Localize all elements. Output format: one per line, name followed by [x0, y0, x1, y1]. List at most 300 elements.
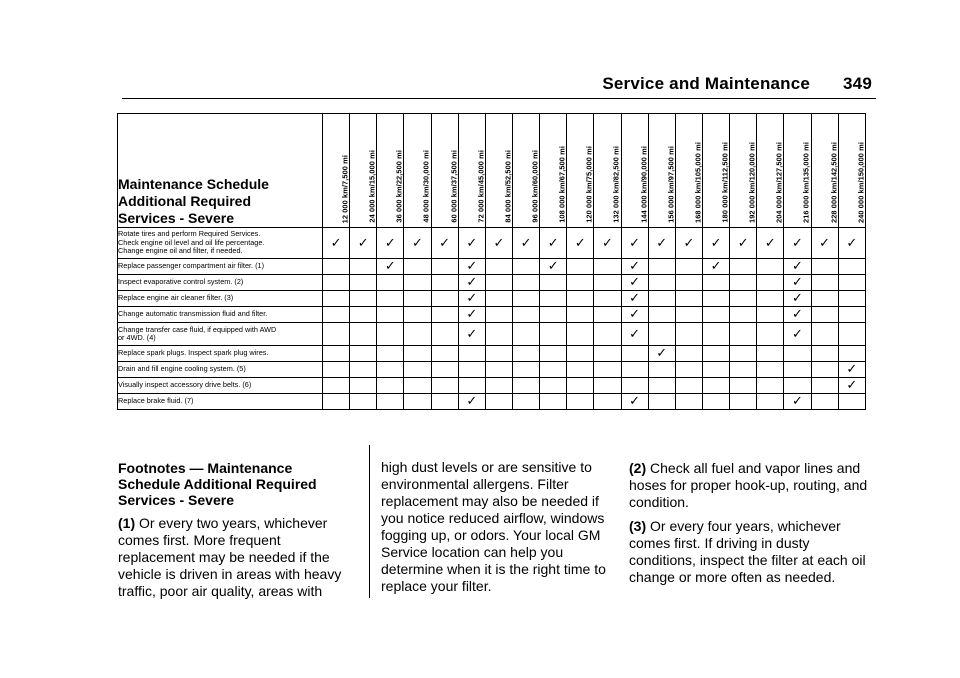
empty-cell: [567, 275, 594, 291]
interval-header: [404, 114, 431, 228]
empty-cell: [567, 259, 594, 275]
interval-header: [431, 114, 458, 228]
interval-label: 216 000 km/135,000 mi: [801, 142, 811, 223]
empty-cell: [512, 275, 539, 291]
empty-cell: [757, 323, 784, 346]
check-mark-icon: ✓: [458, 394, 485, 410]
empty-cell: [757, 362, 784, 378]
footnote-number: (2): [629, 460, 647, 476]
empty-cell: [350, 346, 377, 362]
empty-cell: [594, 307, 621, 323]
empty-cell: [512, 291, 539, 307]
empty-cell: [838, 259, 865, 275]
empty-cell: [811, 275, 838, 291]
interval-header: [594, 114, 621, 228]
empty-cell: [648, 394, 675, 410]
empty-cell: [485, 362, 512, 378]
empty-cell: [404, 362, 431, 378]
interval-header: [784, 114, 811, 228]
empty-cell: [567, 362, 594, 378]
check-mark-icon: ✓: [458, 307, 485, 323]
check-mark-icon: ✓: [838, 362, 865, 378]
empty-cell: [485, 394, 512, 410]
empty-cell: [323, 394, 350, 410]
service-description: [118, 394, 323, 410]
service-description-line: Change engine oil and filter, if needed.: [118, 246, 243, 256]
service-description: [118, 291, 323, 307]
empty-cell: [404, 291, 431, 307]
empty-cell: [730, 362, 757, 378]
footnote-text: Or every four years, whichever comes first. If driving in dusty conditions, inspect the filter at each oil change or more often as needed.: [629, 518, 866, 585]
interval-header: [730, 114, 757, 228]
empty-cell: [540, 346, 567, 362]
interval-label: 12 000 km/7,500 mi: [340, 154, 350, 223]
service-description-line: Visually inspect accessory drive belts. (6): [118, 380, 252, 390]
check-mark-icon: ✓: [621, 394, 648, 410]
empty-cell: [350, 362, 377, 378]
check-mark-icon: ✓: [784, 228, 811, 259]
table-row: [118, 394, 866, 410]
empty-cell: [540, 362, 567, 378]
service-description: [118, 275, 323, 291]
empty-cell: [730, 307, 757, 323]
service-description-line: Replace spark plugs. Inspect spark plug wires.: [118, 348, 269, 358]
interval-header: [458, 114, 485, 228]
empty-cell: [485, 291, 512, 307]
service-description-line: Check engine oil level and oil life percentage.: [118, 237, 265, 247]
empty-cell: [594, 291, 621, 307]
check-mark-icon: ✓: [458, 228, 485, 259]
check-mark-icon: ✓: [784, 259, 811, 275]
empty-cell: [377, 275, 404, 291]
service-description-line: Replace engine air cleaner filter. (3): [118, 293, 234, 303]
interval-label: 204 000 km/127,500 mi: [774, 142, 784, 223]
check-mark-icon: ✓: [648, 346, 675, 362]
empty-cell: [675, 291, 702, 307]
empty-cell: [838, 346, 865, 362]
empty-cell: [675, 323, 702, 346]
empty-cell: [567, 378, 594, 394]
empty-cell: [431, 394, 458, 410]
empty-cell: [702, 378, 729, 394]
empty-cell: [567, 394, 594, 410]
interval-label: 84 000 km/52,500 mi: [503, 150, 513, 223]
empty-cell: [811, 259, 838, 275]
service-description-line: Replace brake fluid. (7): [118, 396, 194, 406]
empty-cell: [757, 291, 784, 307]
footnote-number: (1): [118, 515, 136, 531]
empty-cell: [458, 346, 485, 362]
check-mark-icon: ✓: [675, 228, 702, 259]
interval-header-row: [118, 114, 866, 228]
check-mark-icon: ✓: [458, 323, 485, 346]
empty-cell: [431, 362, 458, 378]
empty-cell: [323, 362, 350, 378]
service-description: [118, 307, 323, 323]
empty-cell: [730, 323, 757, 346]
interval-label: 192 000 km/120,000 mi: [747, 142, 757, 223]
column-divider: [369, 445, 370, 598]
footnote-2: [629, 460, 879, 511]
check-mark-icon: ✓: [621, 259, 648, 275]
service-description-line: Replace passenger compartment air filter. (1): [118, 261, 265, 271]
service-description: [118, 323, 323, 346]
empty-cell: [675, 307, 702, 323]
interval-label: 240 000 km/150,000 mi: [856, 142, 866, 223]
empty-cell: [702, 307, 729, 323]
empty-cell: [730, 291, 757, 307]
empty-cell: [323, 323, 350, 346]
empty-cell: [838, 291, 865, 307]
empty-cell: [431, 275, 458, 291]
check-mark-icon: ✓: [784, 394, 811, 410]
interval-header: [702, 114, 729, 228]
empty-cell: [648, 307, 675, 323]
interval-label: 72 000 km/45,000 mi: [476, 150, 486, 223]
service-description-line: Rotate tires and perform Required Services.: [118, 229, 261, 239]
interval-header: [512, 114, 539, 228]
empty-cell: [702, 275, 729, 291]
empty-cell: [567, 307, 594, 323]
empty-cell: [377, 323, 404, 346]
service-description: [118, 228, 323, 259]
check-mark-icon: ✓: [404, 228, 431, 259]
empty-cell: [838, 307, 865, 323]
footnotes-heading-line: Schedule Additional Required: [118, 476, 317, 492]
empty-cell: [404, 394, 431, 410]
empty-cell: [540, 323, 567, 346]
empty-cell: [702, 346, 729, 362]
empty-cell: [675, 362, 702, 378]
empty-cell: [648, 323, 675, 346]
service-description-line: Change automatic transmission fluid and filter.: [118, 309, 268, 319]
empty-cell: [431, 307, 458, 323]
empty-cell: [757, 394, 784, 410]
empty-cell: [404, 378, 431, 394]
empty-cell: [594, 346, 621, 362]
table-row: [118, 346, 866, 362]
empty-cell: [377, 394, 404, 410]
interval-header: [838, 114, 865, 228]
empty-cell: [594, 362, 621, 378]
empty-cell: [323, 307, 350, 323]
empty-cell: [485, 323, 512, 346]
empty-cell: [377, 362, 404, 378]
interval-label: 168 000 km/105,000 mi: [693, 142, 703, 223]
empty-cell: [838, 275, 865, 291]
interval-label: 108 000 km/67,500 mi: [557, 146, 567, 223]
empty-cell: [458, 378, 485, 394]
empty-cell: [512, 323, 539, 346]
empty-cell: [404, 346, 431, 362]
empty-cell: [594, 394, 621, 410]
footnotes-heading-line: Footnotes — Maintenance: [118, 460, 293, 476]
check-mark-icon: ✓: [350, 228, 377, 259]
footnote-text: Check all fuel and vapor lines and hoses for proper hook-up, routing, and condition.: [629, 460, 868, 510]
empty-cell: [730, 275, 757, 291]
empty-cell: [485, 275, 512, 291]
empty-cell: [540, 275, 567, 291]
check-mark-icon: ✓: [621, 228, 648, 259]
empty-cell: [323, 346, 350, 362]
table-row: [118, 378, 866, 394]
check-mark-icon: ✓: [784, 307, 811, 323]
check-mark-icon: ✓: [621, 323, 648, 346]
empty-cell: [675, 259, 702, 275]
empty-cell: [784, 378, 811, 394]
interval-label: 228 000 km/142,500 mi: [829, 142, 839, 223]
service-description-line: or 4WD. (4): [118, 333, 156, 342]
footnotes-column-2: [381, 460, 621, 602]
interval-header: [621, 114, 648, 228]
empty-cell: [431, 259, 458, 275]
interval-label: 48 000 km/30,000 mi: [421, 150, 431, 223]
page-header: [602, 74, 872, 94]
empty-cell: [350, 259, 377, 275]
check-mark-icon: ✓: [594, 228, 621, 259]
footnote-1-continued: high dust levels or are sensitive to environmental allergens. Filter replacement may also be needed if you notice reduced airflow, windows fogging up, or odors. Your local GM Service location can help you determine when it is the right time to replace your filter.: [381, 459, 606, 594]
interval-header: [675, 114, 702, 228]
check-mark-icon: ✓: [540, 259, 567, 275]
interval-header: [540, 114, 567, 228]
footnote-1: [118, 515, 358, 600]
check-mark-icon: ✓: [784, 323, 811, 346]
check-mark-icon: ✓: [784, 275, 811, 291]
empty-cell: [377, 291, 404, 307]
interval-label: 24 000 km/15,000 mi: [367, 150, 377, 223]
empty-cell: [594, 323, 621, 346]
table-row: [118, 275, 866, 291]
footnotes-heading: [118, 460, 358, 508]
empty-cell: [811, 346, 838, 362]
empty-cell: [350, 323, 377, 346]
empty-cell: [730, 259, 757, 275]
empty-cell: [594, 275, 621, 291]
empty-cell: [648, 378, 675, 394]
interval-label: 180 000 km/112,500 mi: [720, 142, 730, 223]
empty-cell: [702, 362, 729, 378]
table-row: [118, 307, 866, 323]
empty-cell: [702, 394, 729, 410]
check-mark-icon: ✓: [458, 291, 485, 307]
table-row: [118, 228, 866, 259]
empty-cell: [811, 291, 838, 307]
empty-cell: [757, 307, 784, 323]
empty-cell: [811, 394, 838, 410]
empty-cell: [811, 378, 838, 394]
empty-cell: [730, 378, 757, 394]
interval-label: 36 000 km/22,500 mi: [394, 150, 404, 223]
interval-label: 60 000 km/37,500 mi: [449, 150, 459, 223]
check-mark-icon: ✓: [621, 291, 648, 307]
empty-cell: [757, 259, 784, 275]
footnote-text: Or every two years, whichever comes first. More frequent replacement may be needed if the vehicle is driven in areas with heavy traffic, poor air quality, areas with: [118, 515, 342, 599]
empty-cell: [811, 307, 838, 323]
service-description-line: Drain and fill engine cooling system. (5): [118, 364, 246, 374]
check-mark-icon: ✓: [377, 259, 404, 275]
check-mark-icon: ✓: [621, 307, 648, 323]
interval-label: 156 000 km/97,500 mi: [666, 146, 676, 223]
interval-label: 96 000 km/60,000 mi: [530, 150, 540, 223]
empty-cell: [675, 394, 702, 410]
check-mark-icon: ✓: [458, 275, 485, 291]
service-description-line: Change transfer case fluid, if equipped with AWD: [118, 324, 277, 334]
empty-cell: [675, 275, 702, 291]
empty-cell: [702, 323, 729, 346]
table-row: [118, 291, 866, 307]
service-description: [118, 362, 323, 378]
check-mark-icon: ✓: [702, 228, 729, 259]
empty-cell: [730, 394, 757, 410]
check-mark-icon: ✓: [730, 228, 757, 259]
footnotes-column-3: [629, 460, 879, 593]
check-mark-icon: ✓: [458, 259, 485, 275]
check-mark-icon: ✓: [512, 228, 539, 259]
empty-cell: [784, 362, 811, 378]
empty-cell: [431, 323, 458, 346]
check-mark-icon: ✓: [485, 228, 512, 259]
check-mark-icon: ✓: [757, 228, 784, 259]
page-number: 349: [843, 74, 872, 93]
check-mark-icon: ✓: [567, 228, 594, 259]
empty-cell: [675, 346, 702, 362]
empty-cell: [512, 362, 539, 378]
empty-cell: [648, 291, 675, 307]
empty-cell: [540, 378, 567, 394]
empty-cell: [350, 307, 377, 323]
interval-header: [323, 114, 350, 228]
interval-label: 132 000 km/82,500 mi: [611, 146, 621, 223]
service-description-line: Inspect evaporative control system. (2): [118, 277, 244, 287]
interval-header: [350, 114, 377, 228]
table-row: [118, 259, 866, 275]
interval-header: [648, 114, 675, 228]
empty-cell: [512, 307, 539, 323]
check-mark-icon: ✓: [784, 291, 811, 307]
interval-label: 120 000 km/75,000 mi: [584, 146, 594, 223]
empty-cell: [567, 323, 594, 346]
table-title: [118, 114, 323, 228]
service-description: [118, 259, 323, 275]
empty-cell: [431, 291, 458, 307]
check-mark-icon: ✓: [323, 228, 350, 259]
empty-cell: [512, 394, 539, 410]
empty-cell: [784, 346, 811, 362]
maintenance-schedule-table: [117, 113, 866, 410]
check-mark-icon: ✓: [648, 228, 675, 259]
table-title-line: Maintenance Schedule: [118, 176, 269, 192]
empty-cell: [512, 259, 539, 275]
empty-cell: [323, 291, 350, 307]
empty-cell: [350, 275, 377, 291]
section-title: Service and Maintenance: [602, 74, 811, 93]
service-description: [118, 378, 323, 394]
empty-cell: [350, 291, 377, 307]
empty-cell: [730, 346, 757, 362]
empty-cell: [648, 275, 675, 291]
empty-cell: [485, 346, 512, 362]
footnotes-column-1: [118, 460, 358, 607]
check-mark-icon: ✓: [838, 228, 865, 259]
empty-cell: [377, 378, 404, 394]
footnotes-heading-line: Services - Severe: [118, 492, 234, 508]
empty-cell: [621, 362, 648, 378]
empty-cell: [404, 275, 431, 291]
empty-cell: [323, 378, 350, 394]
interval-label: 144 000 km/90,000 mi: [639, 146, 649, 223]
empty-cell: [404, 307, 431, 323]
empty-cell: [648, 362, 675, 378]
check-mark-icon: ✓: [621, 275, 648, 291]
empty-cell: [594, 378, 621, 394]
empty-cell: [757, 275, 784, 291]
empty-cell: [594, 259, 621, 275]
check-mark-icon: ✓: [431, 228, 458, 259]
empty-cell: [621, 378, 648, 394]
empty-cell: [323, 275, 350, 291]
empty-cell: [512, 378, 539, 394]
empty-cell: [323, 259, 350, 275]
empty-cell: [567, 346, 594, 362]
empty-cell: [350, 378, 377, 394]
interval-header: [485, 114, 512, 228]
check-mark-icon: ✓: [377, 228, 404, 259]
interval-header: [811, 114, 838, 228]
empty-cell: [838, 323, 865, 346]
empty-cell: [648, 259, 675, 275]
empty-cell: [350, 394, 377, 410]
empty-cell: [757, 346, 784, 362]
empty-cell: [431, 346, 458, 362]
check-mark-icon: ✓: [540, 228, 567, 259]
empty-cell: [811, 362, 838, 378]
empty-cell: [485, 307, 512, 323]
check-mark-icon: ✓: [838, 378, 865, 394]
table-title-line: Services - Severe: [118, 210, 234, 226]
empty-cell: [757, 378, 784, 394]
empty-cell: [567, 291, 594, 307]
service-description: [118, 346, 323, 362]
check-mark-icon: ✓: [702, 259, 729, 275]
table-row: [118, 323, 866, 346]
empty-cell: [485, 259, 512, 275]
empty-cell: [540, 307, 567, 323]
footnote-number: (3): [629, 518, 647, 534]
footnote-3: [629, 518, 879, 586]
empty-cell: [675, 378, 702, 394]
table-row: [118, 362, 866, 378]
empty-cell: [404, 259, 431, 275]
interval-header: [757, 114, 784, 228]
table-title-line: Additional Required: [118, 193, 251, 209]
empty-cell: [458, 362, 485, 378]
empty-cell: [404, 323, 431, 346]
empty-cell: [540, 394, 567, 410]
empty-cell: [811, 323, 838, 346]
empty-cell: [377, 346, 404, 362]
empty-cell: [838, 394, 865, 410]
empty-cell: [702, 291, 729, 307]
header-divider: [122, 98, 876, 99]
empty-cell: [621, 346, 648, 362]
empty-cell: [431, 378, 458, 394]
empty-cell: [377, 307, 404, 323]
empty-cell: [540, 291, 567, 307]
interval-header: [567, 114, 594, 228]
check-mark-icon: ✓: [811, 228, 838, 259]
schedule-body: [118, 228, 866, 410]
interval-header: [377, 114, 404, 228]
